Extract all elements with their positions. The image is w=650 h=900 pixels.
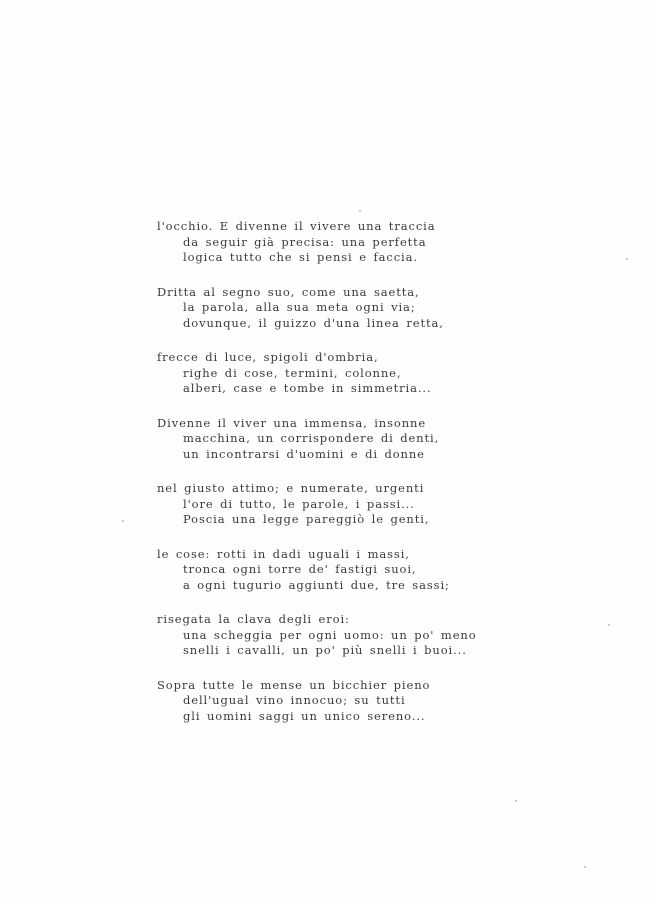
verse-line: un incontrarsi d'uomini e di donne <box>183 446 425 461</box>
verse-line: snelli i cavalli, un po' più snelli i buoi... <box>183 643 467 657</box>
scan-speck <box>608 624 610 626</box>
stanza <box>157 219 487 266</box>
stanza <box>157 481 487 528</box>
stanza <box>157 350 487 397</box>
scan-speck <box>584 866 586 868</box>
stanza <box>157 678 487 725</box>
verse-line: tronca ogni torre de' fastigi suoi, <box>183 562 417 576</box>
poem-text <box>157 219 487 743</box>
scan-speck <box>359 210 361 212</box>
verse-line: dovunque, il guizzo d'una linea retta, <box>183 315 444 330</box>
stanza <box>157 416 487 463</box>
stanza <box>157 285 487 332</box>
verse-line: risegata la clava degli eroi: <box>157 612 350 626</box>
verse-line: nel giusto attimo; e numerate, urgenti <box>157 481 425 495</box>
verse-line: righe di cose, termini, colonne, <box>183 365 402 380</box>
scan-speck <box>626 258 628 260</box>
verse-line: dell'ugual vino innocuo; su tutti <box>183 693 406 707</box>
verse-line: Poscia una legge pareggiò le genti, <box>183 512 430 526</box>
verse-line: Dritta al segno suo, come una saetta, <box>157 284 420 299</box>
verse-line: Sopra tutte le mense un bicchier pieno <box>157 677 431 692</box>
verse-line: una scheggia per ogni uomo: un po' meno <box>183 627 477 642</box>
stanza <box>157 612 487 659</box>
verse-line: alberi, case e tombe in simmetria... <box>183 381 432 395</box>
verse-line: da seguir già precisa: una perfetta <box>183 234 427 249</box>
verse-line: logica tutto che si pensi e faccia. <box>183 250 418 264</box>
verse-line: Divenne il viver una immensa, insonne <box>157 415 427 430</box>
stanza <box>157 547 487 594</box>
scan-speck <box>515 800 517 802</box>
verse-line: la parola, alla sua meta ogni via; <box>183 300 416 314</box>
verse-line: macchina, un corrispondere di denti, <box>183 431 440 445</box>
verse-line: l'occhio. E divenne il vivere una traccia <box>157 219 436 233</box>
verse-line: frecce di luce, spigoli d'ombria, <box>157 350 379 364</box>
verse-line: gli uomini saggi un unico sereno... <box>183 708 426 723</box>
verse-line: a ogni tugurio aggiunti due, tre sassi; <box>183 577 450 592</box>
verse-line: le cose: rotti in dadi uguali i massi, <box>157 546 410 561</box>
verse-line: l'ore di tutto, le parole, i passi... <box>183 496 415 511</box>
scan-speck <box>122 520 124 522</box>
